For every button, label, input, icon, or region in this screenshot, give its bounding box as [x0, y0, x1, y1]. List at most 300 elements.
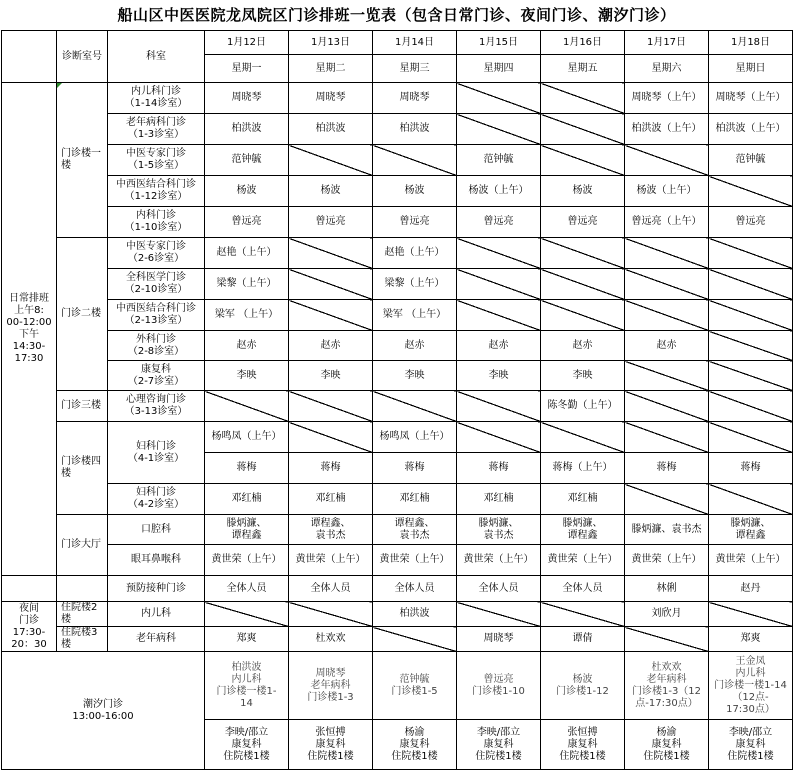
cell-text: 张恒搏	[567, 726, 598, 738]
empty-slot-cell	[709, 602, 793, 627]
schedule-cell: 范钟毓	[709, 145, 793, 176]
weekday-header: 星期四	[457, 55, 541, 83]
table-row	[2, 652, 793, 720]
empty-slot-cell	[709, 484, 793, 515]
schedule-cell: 梁军 （上午）	[205, 300, 289, 331]
dept-cell	[108, 176, 205, 207]
dept-cell	[108, 145, 205, 176]
cell-text: 门诊楼1-3（12	[631, 685, 702, 697]
cell-text: 00-12:00	[6, 317, 52, 328]
empty-slot-cell	[457, 238, 541, 269]
dept-cell	[108, 545, 205, 576]
floor-cell: 门诊二楼	[57, 238, 108, 391]
schedule-cell: 赵赤	[205, 331, 289, 361]
schedule-cell: 蒋梅	[625, 453, 709, 484]
cell-text: 预防接种门诊	[126, 582, 186, 594]
cell-text: 妇科门诊	[136, 440, 176, 452]
dept-cell	[108, 300, 205, 331]
tidal-cell	[457, 652, 541, 720]
empty-slot-cell	[457, 422, 541, 453]
date-header: 1月12日	[205, 31, 289, 55]
empty-slot-cell	[289, 145, 373, 176]
empty-slot-cell	[625, 361, 709, 391]
cell-text: 眼耳鼻喉科	[131, 554, 181, 565]
floor-label: 门诊楼一楼	[61, 148, 101, 171]
cell-text: 全科医学门诊	[126, 272, 186, 283]
cell-text: 门诊楼1-10	[472, 685, 525, 697]
schedule-cell: 黄世荣（上午）	[709, 545, 793, 576]
tidal-label	[2, 652, 205, 770]
weekday-header: 星期六	[625, 55, 709, 83]
dept-cell	[108, 391, 205, 422]
date-header: 1月18日	[709, 31, 793, 55]
table-row	[2, 602, 793, 627]
empty-slot-cell	[289, 269, 373, 300]
schedule-cell: 蒋梅	[709, 453, 793, 484]
empty-slot-cell	[625, 269, 709, 300]
cell-text: 楼	[61, 614, 71, 625]
cell-text: 袁书杰	[315, 529, 346, 541]
empty-slot-cell	[625, 422, 709, 453]
empty-slot-cell	[625, 627, 709, 652]
page-title: 船山区中医医院龙凤院区门诊排班一览表（包含日常门诊、夜间门诊、潮汐门诊）	[117, 6, 676, 24]
schedule-cell: 李映	[289, 361, 373, 391]
cell-text: 妇科门诊	[136, 487, 176, 498]
schedule-cell: 蒋梅	[457, 453, 541, 484]
dept-cell	[108, 361, 205, 391]
tidal-cell	[205, 652, 289, 720]
dept-cell	[108, 515, 205, 545]
empty-slot-cell	[709, 300, 793, 331]
tidal-rehab-cell	[373, 720, 457, 770]
schedule-cell: 全体人员	[373, 576, 457, 602]
empty-slot-cell	[541, 422, 625, 453]
cell-text: 住院楼1楼	[643, 750, 690, 762]
cell-text: 张恒搏	[315, 726, 346, 738]
empty-slot-cell	[289, 300, 373, 331]
schedule-cell: 曾远亮	[457, 207, 541, 238]
dept-cell	[108, 238, 205, 269]
floor-cell: 门诊大厅	[57, 515, 108, 576]
schedule-cell: 曾远亮（上午）	[625, 207, 709, 238]
table-row	[2, 300, 793, 331]
cell-text: 外科门诊	[136, 333, 176, 345]
cell-text: 14:30-	[12, 341, 46, 352]
schedule-cell	[457, 515, 541, 545]
empty-slot-cell	[457, 269, 541, 300]
cell-text: 14	[240, 697, 253, 709]
schedule-cell: 赵赤	[541, 331, 625, 361]
table-row	[2, 238, 793, 269]
schedule-cell: 杨鸣凤（上午）	[205, 422, 289, 453]
empty-slot-cell	[709, 269, 793, 300]
dept-cell	[108, 114, 205, 145]
schedule-cell: 黄世荣（上午）	[457, 545, 541, 576]
cell-text: （1-3诊室）	[127, 129, 185, 140]
cell-text: 住院楼1楼	[475, 750, 522, 762]
cell-text: 康复科	[651, 738, 682, 750]
tidal-rehab-cell	[541, 720, 625, 770]
floor-cell: 门诊三楼	[57, 391, 108, 422]
table-row	[2, 391, 793, 422]
cell-text: 周晓琴	[315, 667, 346, 679]
table-row	[2, 484, 793, 515]
cell-text: 上午8:	[14, 305, 44, 316]
schedule-cell: 梁黎（上午）	[205, 269, 289, 300]
cell-text: 康复科	[315, 738, 346, 750]
schedule-cell: 赵艳（上午）	[373, 238, 457, 269]
tidal-cell	[541, 652, 625, 720]
empty-slot-cell	[541, 238, 625, 269]
cell-text: 口腔科	[141, 523, 171, 535]
empty-slot-cell	[625, 391, 709, 422]
cell-text: 门诊楼一楼1-	[216, 685, 277, 697]
schedule-cell: 杨波	[541, 176, 625, 207]
table-row	[2, 114, 793, 145]
empty-slot-cell	[541, 145, 625, 176]
schedule-cell: 蒋梅	[289, 453, 373, 484]
schedule-cell: 周晓琴	[457, 627, 541, 652]
dept-cell	[108, 422, 205, 484]
schedule-cell: 全体人员	[541, 576, 625, 602]
empty-slot-cell	[373, 627, 457, 652]
cell-text: 日常排班	[9, 293, 49, 304]
schedule-cell: 杜欢欢	[289, 627, 373, 652]
schedule-cell: 赵赤	[289, 331, 373, 361]
cell-text: （3-13诊室）	[124, 406, 188, 417]
empty-slot-cell	[709, 422, 793, 453]
dept-cell	[108, 331, 205, 361]
cell-text: 下午	[19, 329, 39, 340]
floor-cell	[57, 83, 108, 238]
cell-text: 杨渝	[404, 726, 425, 738]
cell-text: （1-14诊室）	[124, 98, 188, 109]
schedule-cell: 陈冬勤（上午）	[541, 391, 625, 422]
schedule-cell: 柏洪波	[205, 114, 289, 145]
cell-text: 17:30-	[12, 626, 46, 638]
cell-text: 门诊楼1-3	[307, 691, 354, 703]
cell-text: 康复科	[231, 738, 262, 750]
empty-slot-cell	[289, 422, 373, 453]
schedule-cell: 全体人员	[457, 576, 541, 602]
schedule-cell: 赵艳（上午）	[205, 238, 289, 269]
schedule-cell: 梁军 （上午）	[373, 300, 457, 331]
cell-text: 17:30点）	[726, 703, 775, 715]
floor-cell: 门诊楼四楼	[57, 422, 108, 515]
dept-cell	[108, 269, 205, 300]
cell-text: （2-7诊室）	[127, 375, 185, 387]
schedule-cell: 全体人员	[289, 576, 373, 602]
schedule-cell: 柏洪波	[373, 602, 457, 627]
cell-text: 住院楼1楼	[391, 750, 438, 762]
empty-slot-cell	[541, 269, 625, 300]
empty-slot-cell	[709, 238, 793, 269]
tidal-cell	[373, 652, 457, 720]
dept-cell: 老年病科	[108, 627, 205, 652]
cell-text: 住院楼2	[61, 602, 98, 613]
cell-text: （2-8诊室）	[127, 345, 185, 357]
empty-slot-cell	[457, 114, 541, 145]
schedule-cell: 蒋梅（上午）	[541, 453, 625, 484]
cell-text: 李映/邵立	[224, 726, 269, 738]
cell-text: （1-10诊室）	[124, 222, 188, 233]
schedule-cell: 周晓琴（上午）	[709, 83, 793, 114]
schedule-cell: 全体人员	[205, 576, 289, 602]
schedule-cell: 曾远亮	[289, 207, 373, 238]
cell-text: 杨渝	[656, 726, 677, 738]
schedule-cell: 曾远亮	[709, 207, 793, 238]
empty-slot-cell	[541, 83, 625, 114]
cell-text: 康复科	[567, 738, 598, 750]
cell-text: 潮汐门诊	[83, 698, 123, 710]
schedule-cell: 黄世荣（上午）	[373, 545, 457, 576]
schedule-cell: 杨波（上午）	[625, 176, 709, 207]
cell-text: 李映/邵立	[476, 726, 521, 738]
cell-text: 门诊楼1-12	[556, 685, 609, 697]
date-header: 1月17日	[625, 31, 709, 55]
schedule-cell: 谭倩	[541, 627, 625, 652]
date-header: 1月16日	[541, 31, 625, 55]
cell-text: 滕炳濂、	[730, 517, 771, 529]
daily-schedule-label	[2, 83, 57, 576]
schedule-cell: 郑爽	[709, 627, 793, 652]
tidal-rehab-cell	[457, 720, 541, 770]
night-room-cell	[57, 602, 108, 627]
schedule-cell: 杨波	[205, 176, 289, 207]
schedule-cell: 邓红楠	[541, 484, 625, 515]
schedule-cell: 周晓琴	[205, 83, 289, 114]
schedule-cell	[373, 515, 457, 545]
cell-text: （4-1诊室）	[127, 452, 185, 464]
schedule-cell: 范钟毓	[457, 145, 541, 176]
schedule-cell: 蒋梅	[373, 453, 457, 484]
cell-text: 袁书杰	[483, 529, 514, 541]
schedule-cell: 李映	[457, 361, 541, 391]
schedule-cell: 李映	[541, 361, 625, 391]
cell-text: （1-5诊室）	[127, 160, 185, 171]
daily-label-cell	[2, 576, 57, 602]
table-row	[2, 422, 793, 453]
dept-cell	[108, 207, 205, 238]
cell-text: 13:00-16:00	[72, 710, 134, 722]
empty-slot-cell	[205, 391, 289, 422]
table-row	[2, 269, 793, 300]
cell-text: 住院楼1楼	[307, 750, 354, 762]
cell-text: 滕炳濂、	[478, 517, 519, 529]
schedule-cell: 柏洪波（上午）	[709, 114, 793, 145]
cell-text: 杨波	[572, 673, 593, 685]
cell-text: 老年病科	[646, 673, 687, 685]
table-row	[2, 145, 793, 176]
date-header: 1月13日	[289, 31, 373, 55]
schedule-cell: 周晓琴	[289, 83, 373, 114]
cell-text: （2-6诊室）	[127, 253, 185, 264]
weekday-header: 星期日	[709, 55, 793, 83]
schedule-cell: 范钟毓	[205, 145, 289, 176]
schedule-cell: 杨鸣凤（上午）	[373, 422, 457, 453]
cell-text: 内儿科	[735, 667, 766, 679]
empty-slot-cell	[289, 391, 373, 422]
cell-text: 内科门诊	[136, 210, 176, 221]
schedule-cell	[205, 515, 289, 545]
schedule-cell: 柏洪波（上午）	[625, 114, 709, 145]
cell-text: 老年病科门诊	[126, 117, 186, 128]
dept-col-header: 科室	[108, 31, 205, 83]
weekday-header: 星期一	[205, 55, 289, 83]
empty-slot-cell	[457, 602, 541, 627]
schedule-cell: 黄世荣（上午）	[289, 545, 373, 576]
schedule-cell: 杨波	[289, 176, 373, 207]
cell-text: 门诊楼一楼1-14	[714, 679, 787, 691]
cell-text: （1-12诊室）	[124, 191, 188, 202]
schedule-cell: 邓红楠	[289, 484, 373, 515]
cell-text: （4-2诊室）	[127, 499, 185, 510]
schedule-cell: 赵赤	[625, 331, 709, 361]
cell-text: 谭程鑫	[735, 529, 766, 541]
schedule-cell: 黄世荣（上午）	[205, 545, 289, 576]
date-header: 1月15日	[457, 31, 541, 55]
empty-slot-cell	[709, 361, 793, 391]
tidal-cell	[625, 652, 709, 720]
schedule-cell: 周晓琴（上午）	[625, 83, 709, 114]
tidal-rehab-cell	[289, 720, 373, 770]
schedule-cell	[541, 515, 625, 545]
cell-text: 康复科	[399, 738, 430, 750]
cell-text: 康复科	[735, 738, 766, 750]
night-room-cell	[57, 627, 108, 652]
table-row	[2, 83, 793, 114]
table-row	[2, 207, 793, 238]
weekday-header: 星期二	[289, 55, 373, 83]
night-label	[2, 602, 57, 652]
schedule-cell: 郑爽	[205, 627, 289, 652]
cell-text: 李映/邵立	[728, 726, 773, 738]
dept-cell: 内儿科	[108, 602, 205, 627]
schedule-cell	[289, 515, 373, 545]
cell-text: 楼	[61, 639, 71, 650]
schedule-cell: 赵赤	[373, 331, 457, 361]
schedule-cell: 杨波	[373, 176, 457, 207]
cell-text: 20：30	[11, 638, 47, 650]
table-row	[2, 627, 793, 652]
schedule-cell: 周晓琴	[373, 83, 457, 114]
empty-slot-cell	[709, 391, 793, 422]
dept-cell	[108, 484, 205, 515]
date-header: 1月14日	[373, 31, 457, 55]
cell-text: 杜欢欢	[651, 661, 682, 673]
schedule-cell: 赵赤	[457, 331, 541, 361]
room-col-header: 诊断室号	[57, 31, 108, 83]
empty-slot-cell	[709, 176, 793, 207]
cell-text: 曾远亮	[483, 673, 514, 685]
empty-slot-cell	[373, 145, 457, 176]
cell-text: 中西医结合科门诊	[116, 303, 196, 314]
weekday-header: 星期三	[373, 55, 457, 83]
empty-slot-cell	[373, 391, 457, 422]
cell-text: 康复科	[141, 363, 171, 375]
cell-text: 17:30	[14, 353, 44, 364]
empty-slot-cell	[541, 300, 625, 331]
schedule-cell: 李映	[205, 361, 289, 391]
schedule-cell: 曾远亮	[205, 207, 289, 238]
tidal-rehab-cell	[205, 720, 289, 770]
cell-text: 康复科	[483, 738, 514, 750]
room-cell	[57, 576, 108, 602]
cell-text: 老年病科	[310, 679, 351, 691]
schedule-cell: 曾远亮	[373, 207, 457, 238]
cell-text: 中西医结合科门诊	[116, 179, 196, 190]
schedule-cell: 黄世荣（上午）	[541, 545, 625, 576]
dept-cell	[108, 83, 205, 114]
cell-text: 内儿科	[231, 673, 262, 685]
cell-text: 柏洪波	[231, 661, 262, 673]
table-row	[2, 361, 793, 391]
schedule-cell: 杨波（上午）	[457, 176, 541, 207]
schedule-cell: 赵丹	[709, 576, 793, 602]
cell-text: 袁书杰	[399, 529, 430, 541]
table-row	[2, 576, 793, 602]
schedule-cell: 蒋梅	[205, 453, 289, 484]
schedule-cell: 林俐	[625, 576, 709, 602]
cell-text: 王金凤	[735, 655, 766, 667]
schedule-table	[1, 30, 793, 770]
empty-slot-cell	[457, 391, 541, 422]
dept-cell	[108, 576, 205, 602]
schedule-cell: 邓红楠	[373, 484, 457, 515]
cell-text: 中医专家门诊	[126, 148, 186, 159]
cell-text: （12点-	[732, 691, 769, 703]
cell-text: 滕炳濂、袁书杰	[631, 523, 702, 535]
table-row	[2, 515, 793, 545]
empty-slot-cell	[625, 145, 709, 176]
table-row	[2, 331, 793, 361]
cell-text: （2-10诊室）	[124, 284, 188, 295]
empty-slot-cell	[457, 300, 541, 331]
cell-text: 住院楼3	[61, 627, 98, 638]
cell-text: 心理咨询门诊	[126, 394, 186, 405]
empty-slot-cell	[625, 238, 709, 269]
cell-text: 夜间	[19, 602, 39, 614]
empty-slot-cell	[709, 331, 793, 361]
cell-text: 谭程鑫	[567, 529, 598, 541]
cell-text: 谭程鑫	[231, 529, 262, 541]
schedule-cell	[625, 515, 709, 545]
table-row	[2, 31, 793, 55]
schedule-cell: 曾远亮	[541, 207, 625, 238]
cell-text: 住院楼1楼	[559, 750, 606, 762]
cell-text: 内儿科门诊	[131, 86, 181, 97]
tidal-cell	[709, 652, 793, 720]
cell-text: 范钟毓	[399, 673, 430, 685]
empty-slot-cell	[457, 83, 541, 114]
empty-slot-cell	[289, 238, 373, 269]
cell-text: 门诊	[19, 614, 39, 626]
tidal-rehab-cell	[709, 720, 793, 770]
schedule-cell: 邓红楠	[457, 484, 541, 515]
schedule-cell: 黄世荣（上午）	[625, 545, 709, 576]
schedule-cell: 柏洪波	[289, 114, 373, 145]
table-row	[2, 176, 793, 207]
cell-text: 门诊楼1-5	[391, 685, 438, 697]
cell-text: 中医专家门诊	[126, 241, 186, 252]
empty-slot-cell	[205, 602, 289, 627]
tidal-rehab-cell	[625, 720, 709, 770]
schedule-cell: 梁黎（上午）	[373, 269, 457, 300]
cell-text: 滕炳濂、	[226, 517, 267, 529]
cell-text: 谭程鑫、	[310, 517, 351, 529]
table-row	[2, 545, 793, 576]
schedule-cell: 李映	[373, 361, 457, 391]
